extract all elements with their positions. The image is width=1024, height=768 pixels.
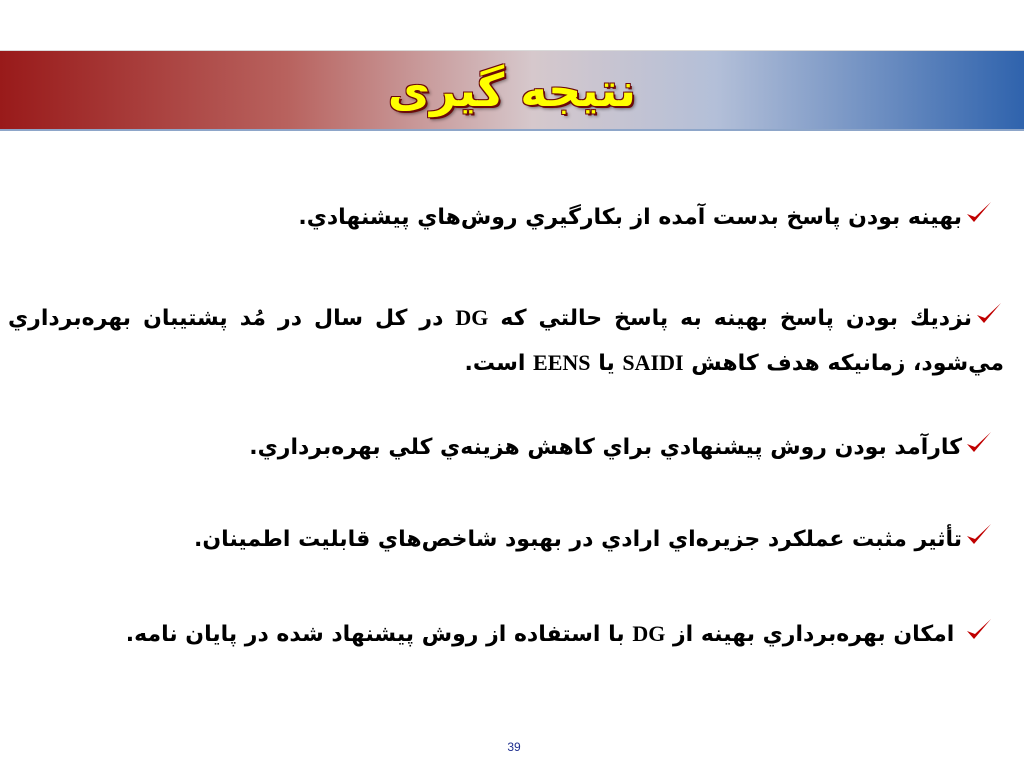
bullet-item-2 [8,296,1004,386]
bullet-item-3 [0,426,994,470]
dg-term: DG [632,621,666,646]
checkmark-icon [964,429,994,457]
page-number: 39 [507,740,521,754]
checkmark-icon [964,199,994,227]
eens-term: EENS [533,350,591,375]
bullet-item-1 [0,196,994,240]
checkmark-icon [964,616,994,644]
checkmark-icon [964,521,994,549]
bullet-item-4 [0,518,994,562]
bullet-item-5 [0,612,994,657]
bullet-text-2d: است. [464,351,526,376]
slide-title: نتیجه گیری [387,63,637,117]
bullet-text-1: بهينه بودن پاسخ بدست آمده از بكارگيري روش‌هاي پيشنهادي. [298,205,962,230]
dg-term: DG [455,305,489,330]
bullet-text-3: كارآمد بودن روش پيشنهادي براي كاهش هزينه‌ي كلي بهره‌برداري. [249,435,962,460]
bullet-text-5b: با استفاده از روش پيشنهاد شده در پايان نامه. [125,622,625,647]
bullet-text-2c: يا [598,351,615,376]
checkmark-icon [974,300,1004,328]
saidi-term: SAIDI [622,350,684,375]
bullet-text-2b: در كل سال در مُد پشتيبان بهره‌برداري مي‌شود، زمانيكه هدف كاهش [8,306,1004,376]
bullet-text-5a: امكان بهره‌برداري بهينه از [673,622,962,647]
bullet-text-2a: نزديك بودن پاسخ بهينه به پاسخ حالتي كه [500,306,972,331]
bullet-text-4: تأثير مثبت عملكرد جزيره‌اي ارادي در بهبود شاخص‌هاي قابليت اطمينان. [194,527,962,552]
